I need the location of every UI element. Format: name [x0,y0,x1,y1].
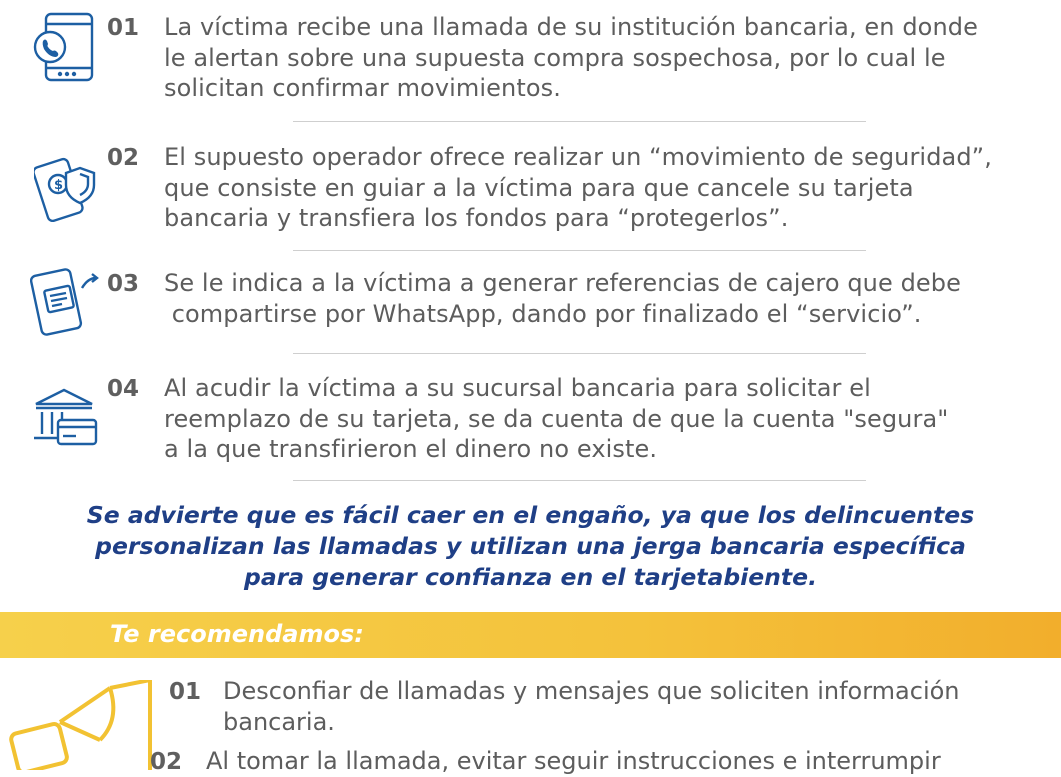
recommend-text: Al tomar la llamada, evitar seguir instrucciones e interrumpir [206,747,941,775]
recommend-text: Desconfiar de llamadas y mensajes que soliciten información bancaria. [223,677,960,736]
phone-call-icon [30,10,98,84]
phone-security-icon [34,152,102,222]
step-number: 03 [107,271,140,297]
step-number: 01 [107,15,140,41]
step-text: Se le indica a la víctima a generar referencias de cajero que debe compartirse por WhatsApp, dando por finalizado el “servicio”. [164,269,961,328]
recommend-number: 02 [150,749,183,775]
step-number: 02 [107,145,140,171]
recommend-banner [0,612,1061,658]
divider [293,480,866,481]
megaphone-icon [0,680,160,774]
bank-card-icon [32,386,100,448]
step-text: Al acudir la víctima a su sucursal bancaria para solicitar el reemplazo de su tarjeta, se da cuenta de que la cuenta "segura" a la que transfirieron el dinero no existe. [164,374,949,463]
step-text: El supuesto operador ofrece realizar un “movimiento de seguridad”, que consiste en guiar a la víctima para que cancele su tarjeta bancaria y transfiera los fondos para “protegerlos”. [164,143,992,232]
phone-share-icon [30,266,102,336]
svg-text:$: $ [54,178,64,193]
recommend-number: 01 [169,679,202,705]
divider [293,121,866,122]
divider [293,250,866,251]
divider [293,353,866,354]
step-number: 04 [107,376,140,402]
warning-message: Se advierte que es fácil caer en el engaño, ya que los delincuentes personalizan las llamadas y utilizan una jerga bancaria específica para generar confianza en el tarjetabiente. [86,501,975,591]
step-text: La víctima recibe una llamada de su institución bancaria, en donde le alertan sobre una supuesta compra sospechosa, por lo cual le solicitan confirmar movimientos. [164,13,978,102]
recommend-title: Te recomendamos: [110,620,364,648]
